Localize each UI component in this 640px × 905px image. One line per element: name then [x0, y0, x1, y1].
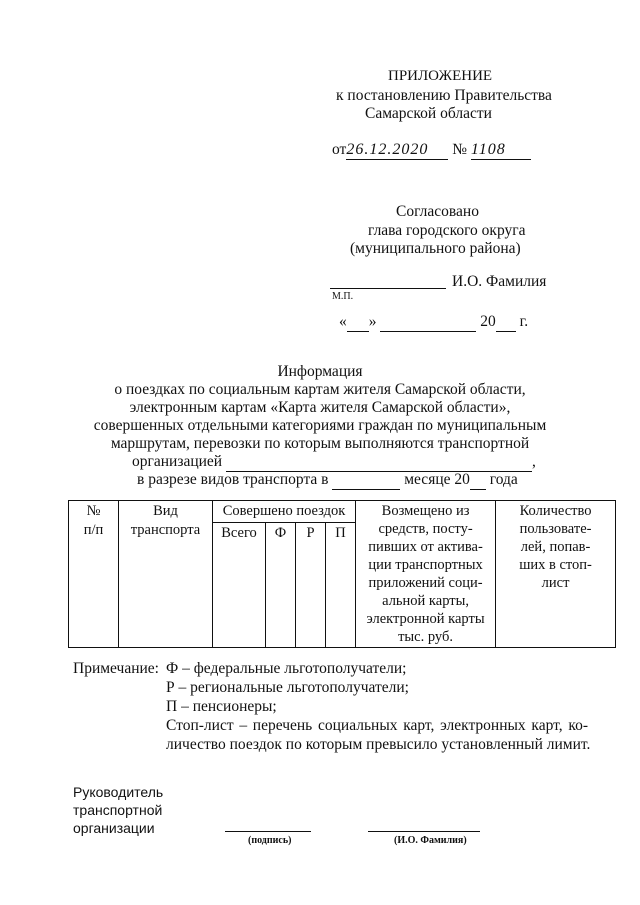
column-header-stoplist-count: Количество пользовате- лей, попав- ших в стоп- лист [496, 501, 616, 648]
quote-close: » [368, 313, 377, 330]
day-blank [347, 313, 369, 332]
title-transport-row [137, 471, 518, 490]
transport-label: в разрезе видов транспорта в [137, 471, 329, 488]
year-blank [496, 313, 516, 332]
month-blank [332, 471, 400, 490]
stamp-label: М.П. [332, 291, 354, 302]
approval-label: Согласовано [396, 203, 479, 220]
org-comma: , [531, 453, 536, 470]
column-header-pensioners: П [326, 523, 356, 648]
approval-date-row [339, 313, 528, 332]
footer-name-line [368, 831, 480, 832]
month-label: месяце 20 [404, 471, 470, 488]
footer-signature-line [225, 831, 311, 832]
notes-label: Примечание: [73, 660, 159, 677]
column-header-federal: Ф [266, 523, 296, 648]
decree-date: 26.12.2020 [346, 141, 448, 160]
note-pensioners: П – пенсионеры; [166, 698, 277, 715]
approval-signature-name: И.О. Фамилия [452, 273, 547, 290]
decree-date-row [332, 141, 531, 160]
month-blank [380, 313, 476, 332]
title-line: маршрутам, перевозки по которым выполняются транспортной [110, 435, 530, 452]
footer-role: организации [73, 820, 155, 836]
trips-table [68, 500, 616, 648]
appendix-subtitle-line: к постановлению Правительства [336, 87, 552, 104]
footer-role: транспортной [73, 802, 163, 818]
year-blank [470, 471, 486, 490]
title-line: электронным картам «Карта жителя Самарской области», [129, 399, 511, 416]
date-prefix: от [332, 141, 347, 158]
column-header-number: № п/п [69, 501, 119, 648]
note-stoplist-cont: личество поездок по которым превысило установленный лимит. [166, 736, 591, 753]
approval-line: глава городского округа [368, 222, 526, 239]
quote-open: « [339, 313, 347, 330]
document-heading: Информация [277, 363, 363, 380]
column-header-total: Всего [213, 523, 266, 648]
footer-role: Руководитель [73, 784, 164, 800]
column-header-trips: Совершено поездок [213, 501, 356, 523]
appendix-title: ПРИЛОЖЕНИЕ [388, 68, 493, 84]
number-prefix: № [452, 141, 467, 158]
title-line: совершенных отдельными категориями граждан по муниципальным [93, 417, 547, 434]
signature-caption: (подпись) [248, 835, 292, 846]
org-blank [226, 453, 532, 472]
title-org-row [132, 453, 536, 472]
column-header-transport: Вид транспорта [119, 501, 213, 648]
approval-signature-line [330, 288, 446, 289]
year-prefix: 20 [480, 313, 496, 330]
name-caption: (И.О. Фамилия) [394, 835, 467, 846]
column-header-regional: Р [296, 523, 326, 648]
note-regional: Р – региональные льготополучатели; [166, 679, 409, 696]
column-header-reimbursed: Возмещено из средств, посту- пивших от актива- ции транспортных приложений соци- альной карты, электронной карты тыс. руб. [356, 501, 496, 648]
year-label: года [489, 471, 518, 488]
note-stoplist: Стоп-лист – перечень социальных карт, электронных карт, ко- [166, 717, 588, 734]
decree-number: 1108 [471, 141, 531, 160]
org-label: организацией [132, 453, 223, 470]
year-suffix: г. [519, 313, 529, 330]
approval-line: (муниципального района) [350, 240, 521, 257]
note-federal: Ф – федеральные льготополучатели; [166, 660, 407, 677]
title-line: о поездках по социальным картам жителя Самарской области, [114, 381, 526, 398]
appendix-subtitle-line: Самарской области [365, 105, 492, 122]
